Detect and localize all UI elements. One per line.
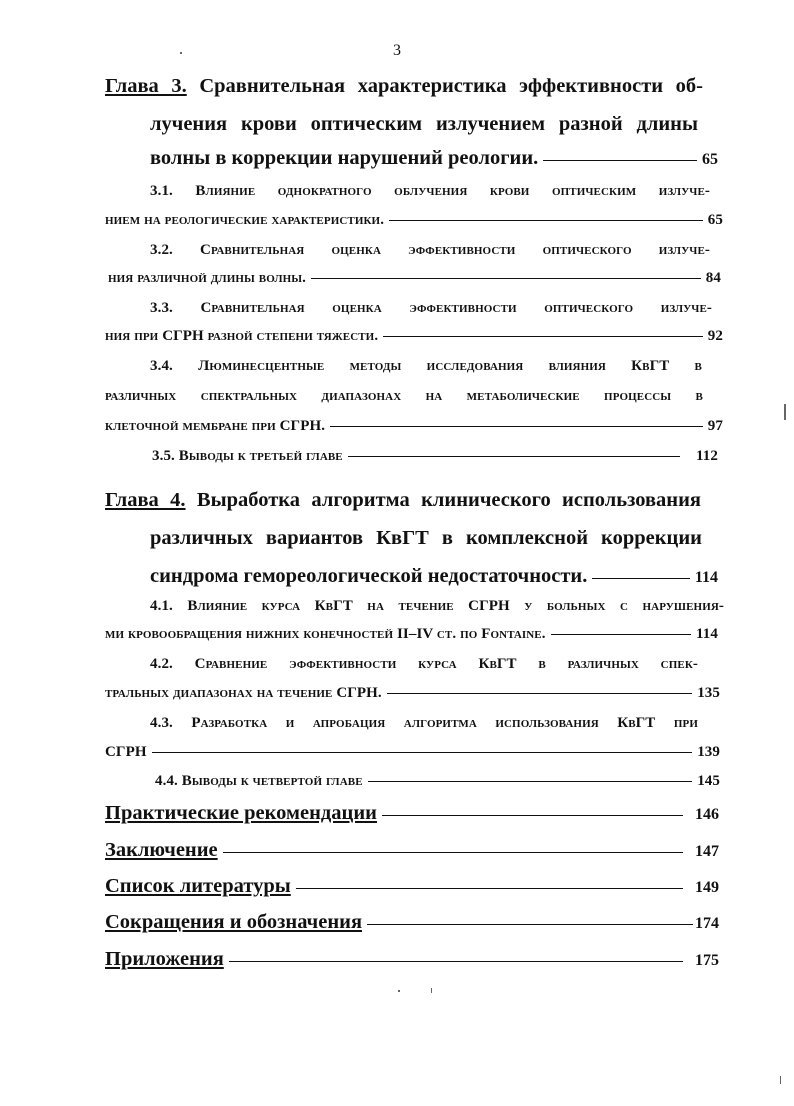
backmatter-abbreviations <box>105 911 719 934</box>
section-4-1-line2 <box>105 626 718 643</box>
section-4-2-page: 135 <box>697 685 720 701</box>
leader-rule <box>368 781 693 782</box>
leader-rule <box>348 456 680 457</box>
backmatter-conclusion-page: 147 <box>695 843 719 860</box>
chapter4-page: 114 <box>694 569 718 586</box>
chapter4-title-line1: Выработка алгоритма клинического использования <box>196 489 701 511</box>
backmatter-abbreviations-label: Сокращения и обозначения <box>105 911 363 933</box>
chapter3-title-line1: Сравнительная характеристика эффективности об- <box>199 75 703 97</box>
backmatter-recommendations <box>105 802 719 825</box>
leader-rule <box>543 160 697 161</box>
backmatter-recommendations-label: Практические рекомендации <box>105 802 377 824</box>
section-4-1-page: 114 <box>696 626 718 642</box>
scan-speck <box>180 52 182 54</box>
section-4-4-line <box>155 773 720 790</box>
chapter3-page: 65 <box>702 151 718 168</box>
backmatter-references <box>105 875 719 898</box>
section-4-3-line2 <box>105 744 720 761</box>
section-3-5-page: 112 <box>696 448 718 464</box>
chapter4-title-line3: синдрома гемореологической недостаточности. <box>150 565 588 587</box>
section-3-3-text: ния при СГРН разной степени тяжести. <box>105 328 379 344</box>
section-3-1-line1: 3.1. Влияние однократного облучения крови оптическим излуче- <box>150 183 710 199</box>
backmatter-conclusion-label: Заключение <box>105 839 218 861</box>
backmatter-abbreviations-page: 174 <box>695 915 719 932</box>
section-4-2-text: тральных диапазонах на течение СГРН. <box>105 685 382 701</box>
section-4-2-line2 <box>105 685 720 702</box>
section-4-4-text: 4.4. Выводы к четвертой главе <box>155 773 363 789</box>
scan-speck <box>431 988 432 993</box>
section-3-4-line3 <box>105 418 723 435</box>
section-3-1-page: 65 <box>707 212 723 228</box>
chapter4-title-line2: различных вариантов КвГТ в комплексной коррекции <box>150 527 702 549</box>
backmatter-appendices <box>105 948 719 971</box>
leader-rule <box>330 426 703 427</box>
chapter3-heading-line1 <box>105 75 703 98</box>
section-4-3-line1: 4.3. Разработка и апробация алгоритма использования КвГТ при <box>150 715 698 731</box>
section-3-3-page: 92 <box>707 328 723 344</box>
section-3-1-line2 <box>105 212 723 229</box>
leader-rule <box>592 578 690 579</box>
section-4-3-page: 139 <box>697 744 720 760</box>
section-3-5-line <box>152 448 718 465</box>
leader-rule <box>152 752 693 753</box>
leader-rule <box>223 852 683 853</box>
backmatter-appendices-label: Приложения <box>105 948 224 970</box>
section-3-4-line1: 3.4. Люминесцентные методы исследования влияния КвГТ в <box>150 358 702 374</box>
backmatter-references-page: 149 <box>695 879 719 896</box>
chapter3-title-line2: лучения крови оптическим излучением разной длины <box>150 113 698 135</box>
section-3-1-text: нием на реологические характеристики. <box>105 212 385 228</box>
leader-rule <box>387 693 692 694</box>
scan-speck <box>398 990 400 992</box>
leader-rule <box>389 220 703 221</box>
section-4-1-text: ми кровообращения нижних конечностей II–IV ст. по Fontaine. <box>105 626 546 642</box>
section-4-2-line1: 4.2. Сравнение эффективности курса КвГТ в различных спек- <box>150 656 698 672</box>
section-3-2-text: ния различной длины волны. <box>108 270 307 286</box>
chapter3-title-line3: волны в коррекции нарушений реологии. <box>150 147 539 169</box>
section-3-4-line2: различных спектральных диапазонах на метаболические процессы в <box>105 388 703 404</box>
chapter4-heading-line3 <box>150 565 718 588</box>
chapter3-label: Глава 3. <box>105 75 187 97</box>
scan-speck <box>780 1076 781 1084</box>
chapter3-heading-line3 <box>150 147 718 170</box>
leader-rule <box>296 888 683 889</box>
section-3-4-page: 97 <box>707 418 723 434</box>
section-4-1-line1: 4.1. Влияние курса КвГТ на течение СГРН у больных с нарушения- <box>150 598 724 614</box>
section-3-4-text: клеточной мембране при СГРН. <box>105 418 326 434</box>
section-3-5-text: 3.5. Выводы к третьей главе <box>152 448 343 464</box>
scan-speck <box>784 404 786 420</box>
section-3-3-line2 <box>105 328 723 345</box>
section-3-2-page: 84 <box>705 270 721 286</box>
section-3-3-line1: 3.3. Сравнительная оценка эффективности оптического излуче- <box>150 300 712 316</box>
leader-rule <box>367 924 693 925</box>
section-3-2-line2 <box>108 270 721 287</box>
chapter4-label: Глава 4. <box>105 489 186 511</box>
section-4-4-page: 145 <box>697 773 720 789</box>
leader-rule <box>382 815 683 816</box>
leader-rule <box>383 336 703 337</box>
leader-rule <box>311 278 701 279</box>
backmatter-recommendations-page: 146 <box>695 806 719 823</box>
chapter4-heading-line1 <box>105 489 701 512</box>
backmatter-references-label: Список литературы <box>105 875 291 897</box>
section-4-3-text: СГРН <box>105 744 147 760</box>
backmatter-appendices-page: 175 <box>695 952 719 969</box>
page-number: 3 <box>393 42 401 59</box>
leader-rule <box>551 634 691 635</box>
leader-rule <box>229 961 683 962</box>
section-3-2-line1: 3.2. Сравнительная оценка эффективности оптического излуче- <box>150 242 710 258</box>
backmatter-conclusion <box>105 839 719 862</box>
